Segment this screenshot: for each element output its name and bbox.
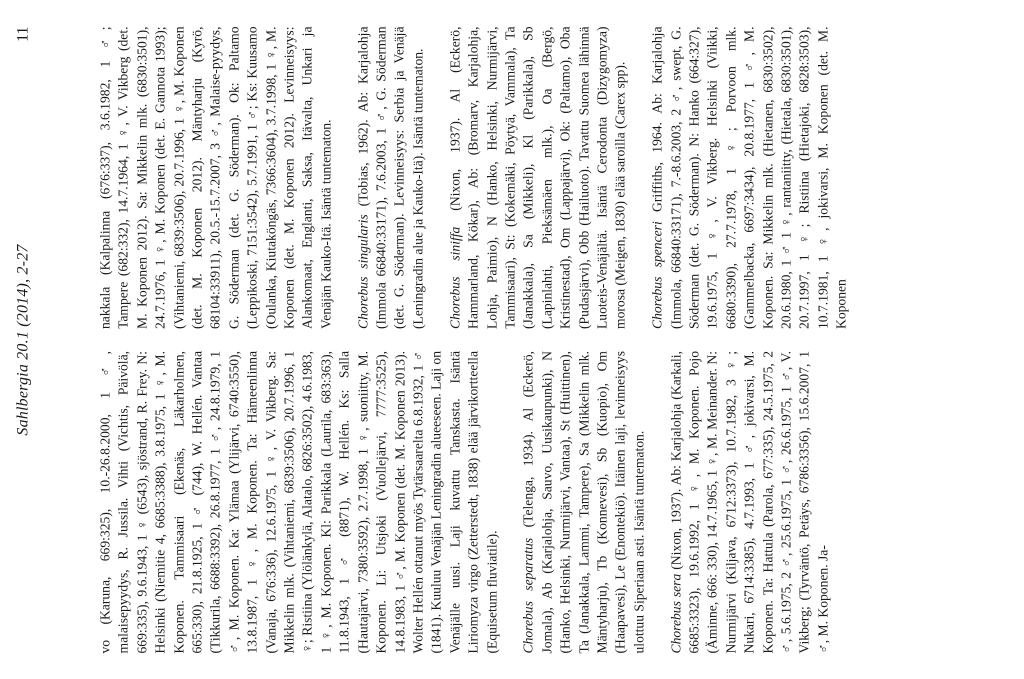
page-header <box>14 26 36 653</box>
paragraph-continuation: vo (Karuna, 669:325), 10.-26.8.2000, 1 ♂, malaisepyydys, R. Jussila. Vihti (Vichtis, Päivölä, 669:335), 9.6.1943, 1 ♀ (6543), sjöstrand, R. Frey. N: Helsinki (Niemitie 4, 6685:3388), 3.8.1975, 1 ♀, M. Koponen. Tammisaari (Ekenäs, Läkarholmen, 665:330), 21.8.1925, 1 ♂ (744), W. Hellén. Vantaa (Tikkurila, 6688:3392), 26.8.1977, 1 ♂, 24.8.1979, 1 ♂, M. Koponen. Ka: Ylämaa (Ylijärvi, 6740:3550), 13.8.1987, 1 ♀, M. Koponen. Ta: Hämeenlinna (Vanaja, 676:336), 12.6.1975, 1 ♀, V. Vikberg. Sa: Mikkelin mlk. (Vihtaniemi, 6839:3506), 20.7.1996, 1 ♀; Ristiina (Ylölänkylä, Alatalo, 6826:3502), 4.6.1983, 1 ♀, M. Koponen. Kl: Parikkala (Laurila, 683:363), 11.8.1943, 1 ♂ (8871), W. Hellén. Ks: Salla (Hautajärvi, 7380:3592), 2.7.1998, 1 ♀, suoniitty, M. Koponen. Li: Utsjoki (Vuollejärvi, 7777:3525), 14.8.1983, 1 ♂, M. Koponen (det. M. Koponen 2013). Wolter Hellén ottanut myös Tytärsaarelta 6.8.1932, 1 ♂ (1841). Kuuluu Venäjän Leningradin alueeseen. Laji on Venäjälle uusi. Laji kuvattu Tanskasta. Isäntä Liriomyza virgo (Zetterstedt, 1838) elää järvikortteella (Equisetum fluviatile). <box>97 350 499 653</box>
species-name: Chorebus singularis <box>354 213 370 329</box>
paragraph-chorebus-sera <box>667 351 833 654</box>
species-name: Chorebus separatus <box>520 537 536 653</box>
paragraph-text: (Nixon, 1937). Al (Eckerö, Hammarland, Kökar), Ab: (Bromarv, Karjalohja, Lohja, Paimio), N (Hanko, Helsinki, Nurmijärvi, Tammisaari), St: (Kokemäki, Pöytyä, Vammala), Ta (Janakkala), Sa (Mikkeli), Kl (Parikkala), Sb (Lapinlahti, Pieksämäen mlk.), Oa (Bergö, Kristinestad), Om (Lappajärvi), Ok: (Paltamo), Oba (Pudasjärvi), Obb (Hailuoto). Tavattu Suomea lähinnä Luoteis-Venäjältä. Isäntä Cerodonta (Dizygomyza) morosa (Meigen, 1830) elää saroilla (Carex spp). <box>446 26 628 329</box>
paragraph-text: Griffiths, 1964. Ab: Karjalohja (Immola, 66840:33171), 7.-8.6.2003, 2 ♂, swept, G. Söderman (det. G. Söderman). N: Hanko (664:327), 19.6.1975, 1 ♀, V. Vikberg. Helsinki (Viikki, 6680:3390), 27.7.1978, 1 ♀; Porvoon mlk. (Gammelbacka, 6697:3434), 20.8.1977, 1 ♂, M. Koponen. Sa: Mikkelin mlk. (Hietanen, 6830:3502), 20.6.1980, 1 ♂ 1 ♀, rantaniitty, (Hietala, 6830:3501), 20.7.1997, 1 ♀; Ristiina (Hietajoki, 6828:3503), 10.7.1981, 1 ♀, jokivarsi, M. Koponen (det. M. Koponen <box>649 26 849 329</box>
page-number: 11 <box>14 26 31 42</box>
two-column-body <box>96 26 1006 653</box>
running-title: Sahlbergia 20.1 (2014), 2-27 <box>14 243 31 436</box>
left-column <box>96 351 1006 654</box>
paragraph-continuation: nakkala (Kalpalinna (676:337), 3.6.1982, 1 ♂; Tampere (682:332), 14.7.1964, 1 ♀, V. Vikberg (det. M. Koponen 2012). Sa: Mikkelin mlk. (6830:3501), 24.7.1976, 1 ♀, M. Koponen (det. E. Gannota 1993); (Vihtaniemi, 6839:3506), 20.7.1996, 1 ♀, M. Koponen (det. M. Koponen 2012). Mäntyharju (Kyrö, 68104:33911), 20.5.-15.7.2007, 3 ♂, Malaise-pyydys, G. Söderman (det. G. Söderman). Ok: Paltamo (Leppikoski, 7151:3542), 5.7.1991, 1 ♂; Ks: Kuusamo (Oulanka, Kiutaköngäs, 7366:3604), 3.7.1998, 1 ♀, M. Koponen (det. M. Koponen 2012). Levinneisyys: Alankomaat, Englanti, Saksa, Itävalta, Unkari ja Venäjän Kauko-Itä. Isäntä tuntematon. <box>97 26 333 329</box>
paragraph-text: (Nixon, 1937). Ab: Karjalohja (Karkali, 6685:3323), 19.6.1992, 1 ♀, M. Koponen. Pojo (Äminne, 666: 330), 14.7.1965, 1 ♀, M. Meinander. N: Nurmijärvi (Kiljava, 6712:3373), 10.7.1982, 3 ♀; Nukari, 6714:3385), 4.7.1993, 1 ♂, jokivarsi, M. Koponen. Ta: Hattula (Parola, 677:335), 24.5.1975, 2 ♂, 5.6.1975, 2 ♂, 25.6.1975, 1 ♂, 26.6.1975, 1 ♂, V. Vikberg; (Tyrväntö, Petäys, 6786:3356), 15.6.2007, 1 ♂, M. Koponen. Ja- <box>667 350 830 653</box>
paragraph-text: (Tobias, 1962). Ab: Karjalohja (Immola 66840:33171), 7.6.2003, 1 ♂, G. Söderman (det. G. Söderman). Levinneisyys: Serbia ja Venäjä (Leningradin alue ja Kauko-Itä). Isäntä tuntematon. <box>354 26 425 329</box>
paragraph-chorebus-separatus <box>519 351 648 654</box>
paragraph-text: (Telenga, 1934). Al (Eckerö, Jomala), Ab (Karjalohja, Sauvo, Uusikaupunki), N (Hanko, Helsinki, Nurmijärvi, Vantaa), St (Huittinen), Ta (Janakkala, Lammi, Tampere), Sa (Mikkelin mlk. Mäntyharju), Tb (Konnevesi), Sb (Kuopio), Om (Haapavesi), Le (Enontekiö). Itäinen laji, levinneisyys ulottuu Siperiaan asti. Isäntä tuntematon. <box>520 350 646 653</box>
right-column <box>96 26 1006 329</box>
paragraph-chorebus-siniffa <box>446 26 630 329</box>
paragraph-chorebus-singularis <box>354 26 428 329</box>
paragraph-chorebus-spenceri <box>648 26 850 329</box>
species-name: Chorebus spenceri <box>649 220 665 329</box>
species-name: Chorebus siniffa <box>446 226 462 329</box>
species-name: Chorebus sera <box>667 573 683 653</box>
